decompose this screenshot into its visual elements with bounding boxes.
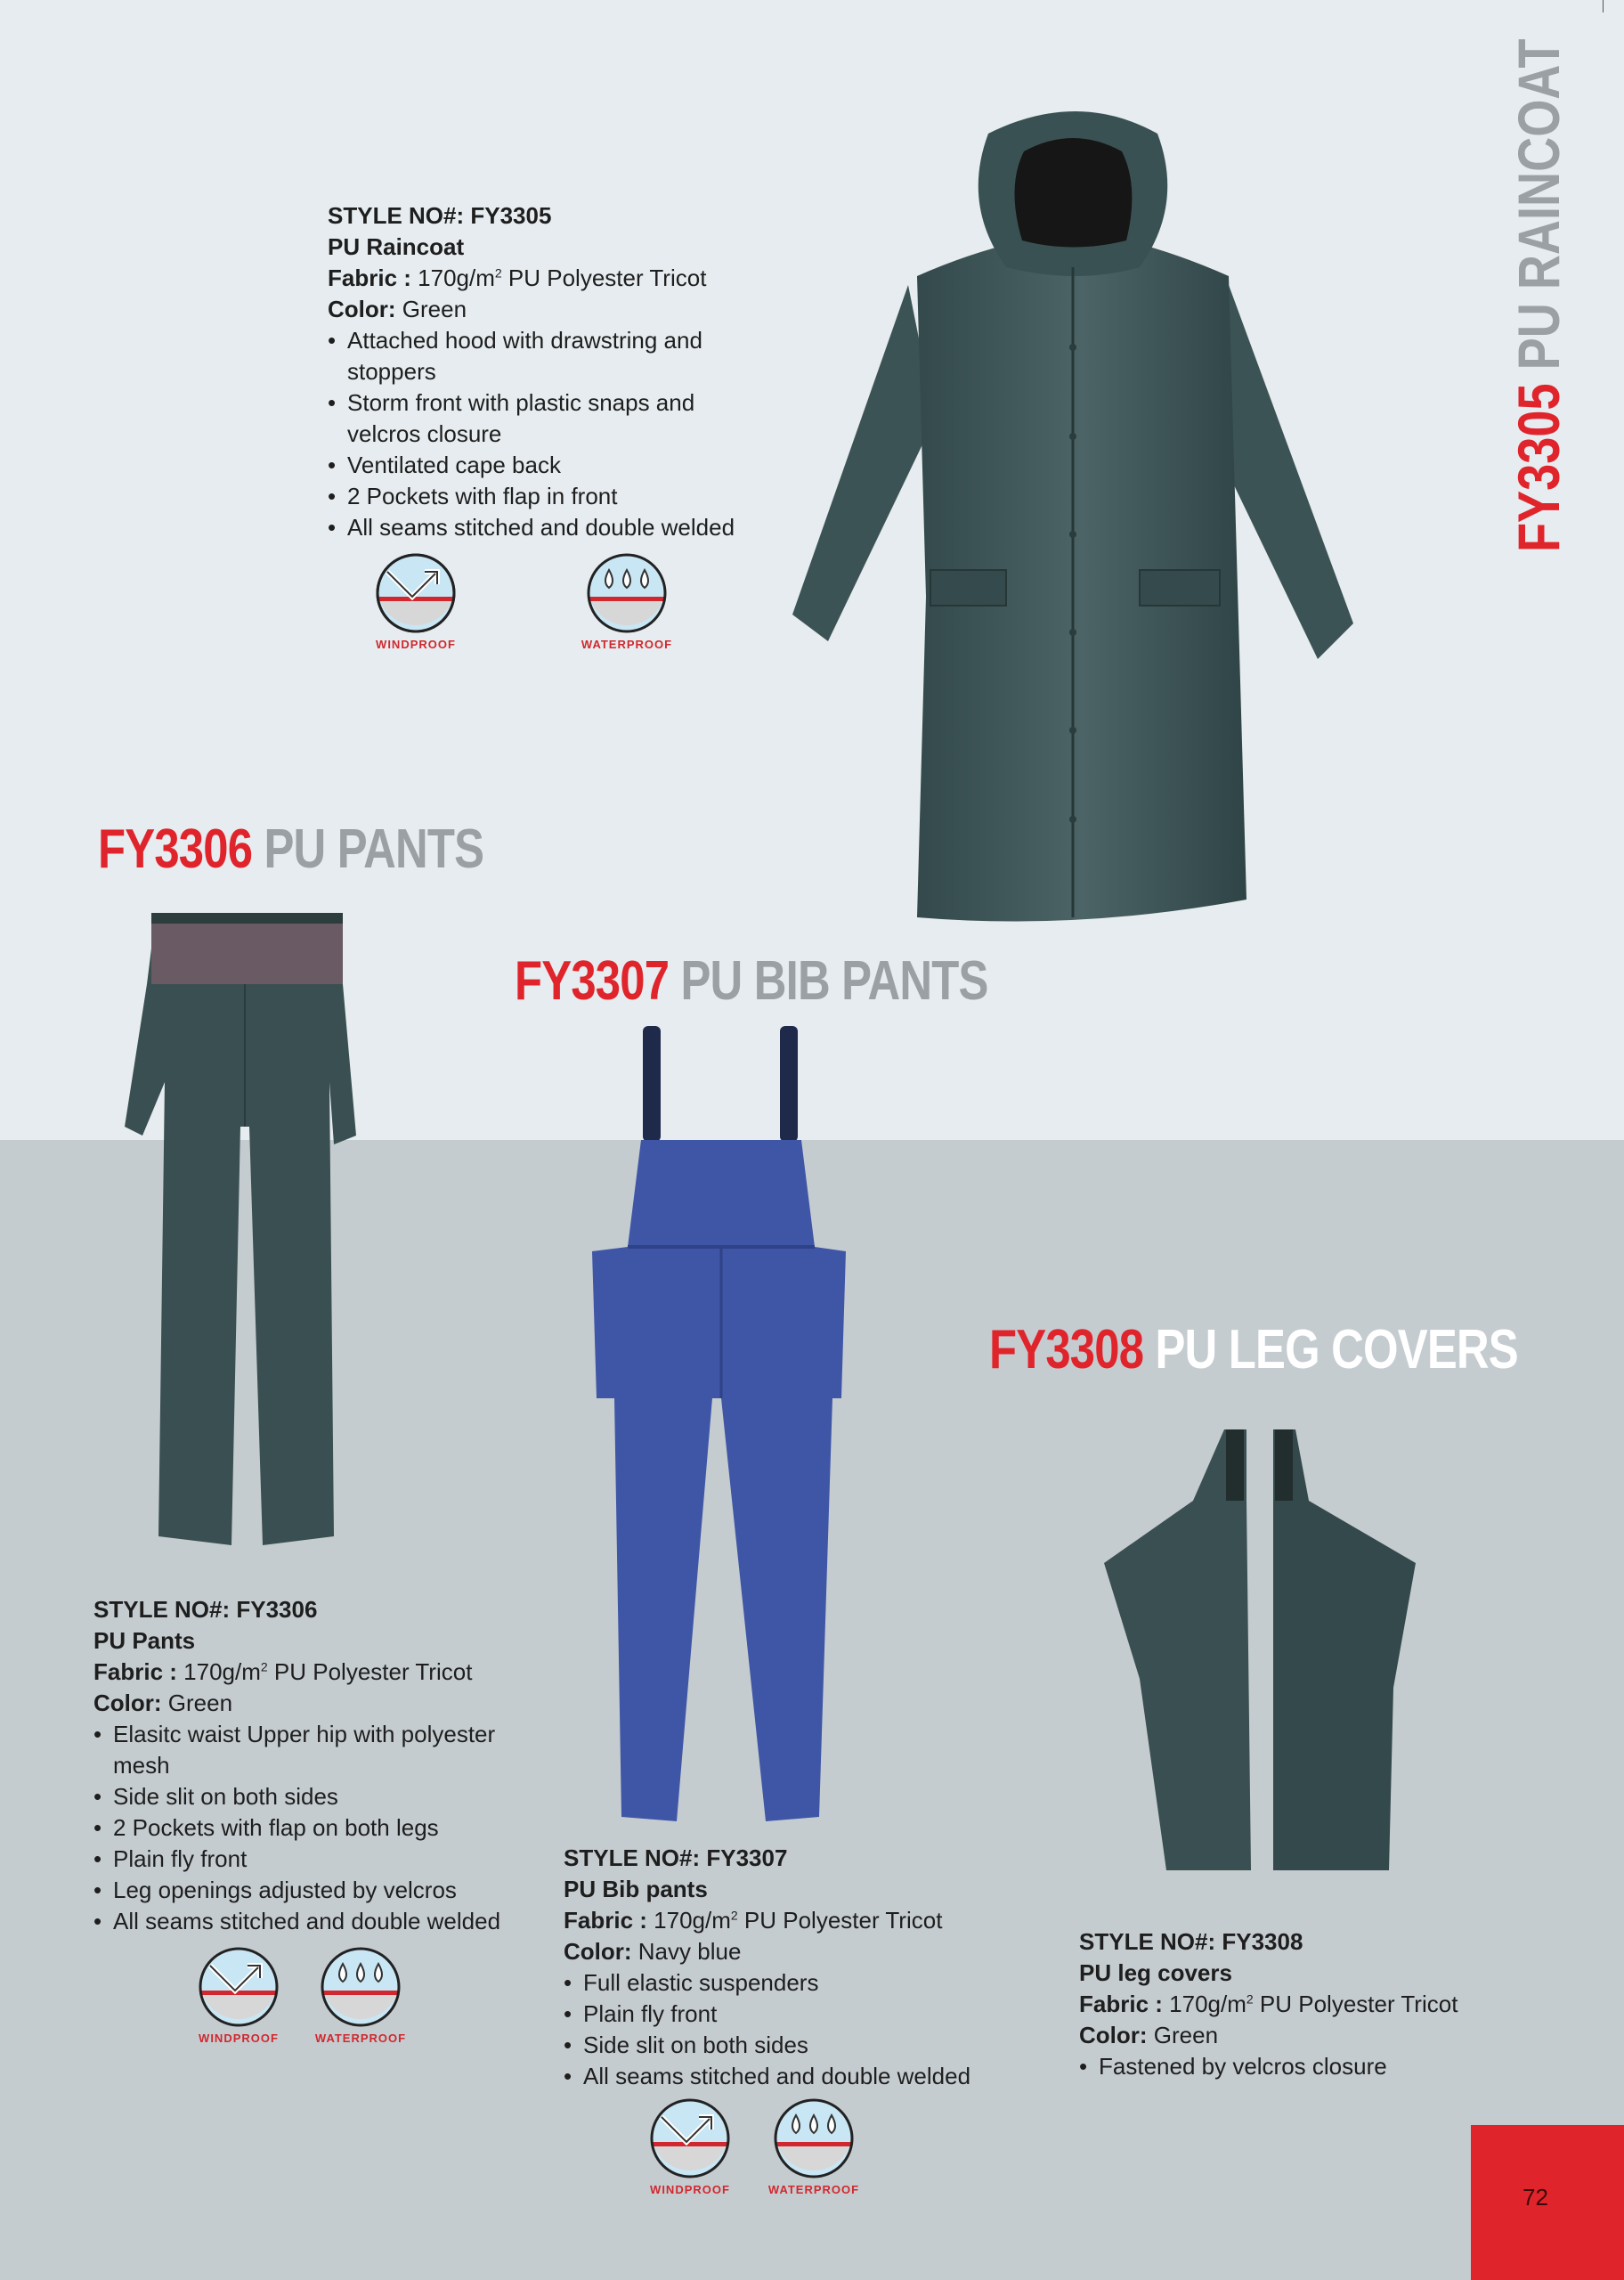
fy3307-title-name: PU BIB PANTS <box>680 950 988 1012</box>
fy3307-title <box>515 949 988 1013</box>
fy3305-vertical-title <box>1505 39 1572 552</box>
fy3305-name: PU Raincoat <box>328 233 465 260</box>
waterproof-icon <box>773 2097 855 2179</box>
windproof-icon <box>649 2097 731 2179</box>
feature-item: • All seams stitched and double welded <box>564 2061 1009 2092</box>
fy3307-features <box>564 1967 1009 2092</box>
fy3307-fabric: Fabric : $170g/m^2$ PU Polyester Tricot <box>564 1907 943 1934</box>
fy3306-title <box>98 818 483 881</box>
waterproof-icon <box>320 1946 402 2028</box>
fy3307-title-code: FY3307 <box>515 950 670 1012</box>
fy3305-style: STYLE NO#: FY3305 <box>328 202 552 229</box>
waterproof-label: WATERPROOF <box>581 638 673 651</box>
feature-item: • Attached hood with drawstring and stoppers <box>328 325 737 387</box>
fy3307-spec <box>564 1843 1009 2092</box>
fy3307-name: PU Bib pants <box>564 1876 708 1902</box>
feature-item: • Leg openings adjusted by velcros <box>93 1875 512 1906</box>
fy3306-windproof-badge <box>190 1946 288 2045</box>
fy3306-title-code: FY3306 <box>98 818 253 880</box>
page-number: 72 <box>1522 2184 1548 2211</box>
leg-covers-image <box>1095 1421 1425 1884</box>
feature-item: • Fastened by velcros closure <box>1079 2051 1506 2082</box>
fy3307-waterproof-badge <box>765 2097 863 2196</box>
feature-item: • 2 Pockets with flap in front <box>328 481 737 512</box>
fy3308-style: STYLE NO#: FY3308 <box>1079 1928 1303 1955</box>
fy3307-color: Color: Navy blue <box>564 1938 742 1965</box>
fy3308-fabric: Fabric : $170g/m^2$ PU Polyester Tricot <box>1079 1991 1458 2017</box>
feature-item: • Full elastic suspenders <box>564 1967 1009 1999</box>
feature-item: • Plain fly front <box>93 1844 512 1875</box>
fy3305-color: Color: Green <box>328 296 467 322</box>
waterproof-label: WATERPROOF <box>314 2032 407 2045</box>
fy3308-title <box>989 1318 1518 1381</box>
feature-item: • Plain fly front <box>564 1999 1009 2030</box>
fy3305-windproof-badge <box>367 552 465 651</box>
fy3307-windproof-badge <box>641 2097 739 2196</box>
feature-item: • All seams stitched and double welded <box>93 1906 512 1937</box>
feature-item: • All seams stitched and double welded <box>328 512 737 543</box>
fy3306-name: PU Pants <box>93 1627 196 1654</box>
waterproof-label: WATERPROOF <box>767 2183 860 2196</box>
fy3308-title-name: PU LEG COVERS <box>1155 1319 1518 1380</box>
pants-image <box>116 904 374 1554</box>
raincoat-image <box>784 98 1362 935</box>
fy3305-title-code: FY3305 <box>1506 383 1571 552</box>
fy3306-features <box>93 1719 512 1937</box>
fy3308-color: Color: Green <box>1079 2022 1219 2048</box>
fy3306-color: Color: Green <box>93 1690 233 1716</box>
fy3308-title-code: FY3308 <box>989 1319 1144 1380</box>
feature-item: • Side slit on both sides <box>564 2030 1009 2061</box>
fy3306-waterproof-badge <box>312 1946 410 2045</box>
feature-item: • Ventilated cape back <box>328 450 737 481</box>
feature-item: • Elasitc waist Upper hip with polyester mesh <box>93 1719 512 1781</box>
fy3308-spec <box>1079 1926 1506 2082</box>
waterproof-icon <box>586 552 668 634</box>
bib-pants-image <box>579 1024 864 1826</box>
windproof-icon <box>375 552 457 634</box>
fy3305-fabric: Fabric : $170g/m^2$ PU Polyester Tricot <box>328 265 707 291</box>
fy3305-features <box>328 325 737 543</box>
fy3306-spec <box>93 1594 512 1937</box>
fy3307-style: STYLE NO#: FY3307 <box>564 1844 788 1871</box>
fy3305-spec <box>328 200 737 543</box>
fy3308-name: PU leg covers <box>1079 1959 1232 1986</box>
fy3306-title-name: PU PANTS <box>264 818 484 880</box>
feature-item: • Side slit on both sides <box>93 1781 512 1812</box>
windproof-label: WINDPROOF <box>376 638 456 651</box>
fy3306-fabric: Fabric : $170g/m^2$ PU Polyester Tricot <box>93 1658 473 1685</box>
fy3305-title-name: PU RAINCOAT <box>1506 38 1571 370</box>
windproof-label: WINDPROOF <box>199 2032 279 2045</box>
crop-mark <box>1603 0 1604 12</box>
feature-item: • 2 Pockets with flap on both legs <box>93 1812 512 1844</box>
windproof-icon <box>198 1946 280 2028</box>
fy3308-features <box>1079 2051 1506 2082</box>
fy3305-waterproof-badge <box>578 552 676 651</box>
feature-item: • Storm front with plastic snaps and velcros closure <box>328 387 737 450</box>
windproof-label: WINDPROOF <box>650 2183 730 2196</box>
fy3306-style: STYLE NO#: FY3306 <box>93 1596 318 1623</box>
